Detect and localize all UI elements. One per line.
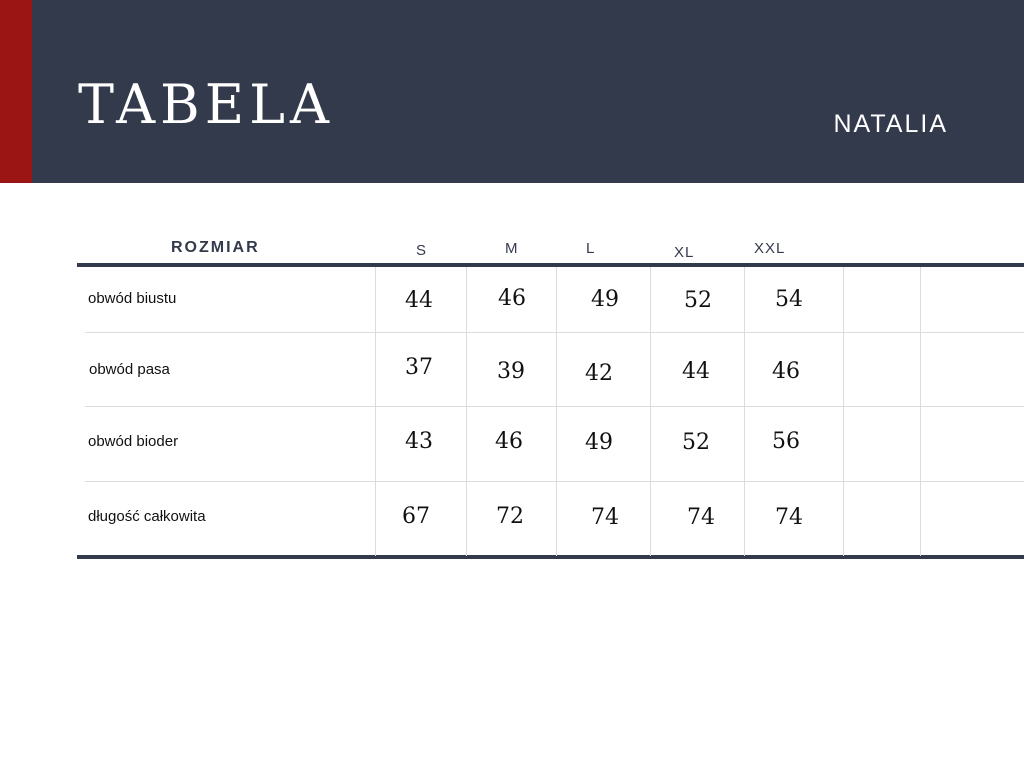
table-cell: 67 bbox=[402, 504, 430, 529]
row-label-hips: obwód bioder bbox=[88, 433, 179, 450]
size-header-xxl: XXL bbox=[754, 240, 786, 257]
table-cell: 37 bbox=[405, 355, 433, 380]
table-cell: 44 bbox=[682, 359, 710, 384]
row-divider bbox=[85, 406, 1024, 407]
table-cell: 43 bbox=[405, 429, 433, 454]
table-cell: 52 bbox=[684, 288, 712, 313]
size-header-s: S bbox=[416, 242, 428, 259]
table-cell: 56 bbox=[772, 429, 800, 454]
table-cell: 49 bbox=[585, 430, 613, 455]
page-title: TABELA bbox=[78, 73, 335, 136]
table-cell: 42 bbox=[585, 361, 613, 386]
table-cell: 54 bbox=[775, 287, 803, 312]
table-cell: 46 bbox=[772, 359, 800, 384]
accent-bar bbox=[0, 0, 32, 183]
row-label-waist: obwód pasa bbox=[89, 361, 170, 378]
column-divider bbox=[650, 267, 651, 556]
table-cell: 74 bbox=[591, 505, 619, 530]
column-divider bbox=[920, 267, 921, 556]
table-cell: 44 bbox=[405, 288, 433, 313]
size-column-header: ROZMIAR bbox=[171, 239, 260, 256]
table-cell: 74 bbox=[775, 505, 803, 530]
size-header-m: M bbox=[505, 240, 519, 257]
table-cell: 39 bbox=[497, 359, 525, 384]
row-label-total-length: długość całkowita bbox=[88, 508, 206, 525]
column-divider bbox=[375, 267, 376, 556]
size-header-l: L bbox=[586, 240, 596, 257]
table-cell: 49 bbox=[591, 287, 619, 312]
table-cell: 46 bbox=[495, 429, 523, 454]
table-top-rule bbox=[77, 263, 1024, 267]
column-divider bbox=[843, 267, 844, 556]
row-divider bbox=[85, 332, 1024, 333]
row-divider bbox=[85, 481, 1024, 482]
column-divider bbox=[466, 267, 467, 556]
table-cell: 74 bbox=[687, 505, 715, 530]
column-divider bbox=[744, 267, 745, 556]
table-cell: 46 bbox=[498, 286, 526, 311]
size-header-xl: XL bbox=[674, 244, 695, 261]
row-label-bust: obwód biustu bbox=[88, 290, 177, 307]
table-cell: 52 bbox=[682, 430, 710, 455]
column-divider bbox=[556, 267, 557, 556]
table-cell: 72 bbox=[496, 504, 524, 529]
table-bottom-rule bbox=[77, 555, 1024, 559]
brand-name: NATALIA bbox=[833, 110, 948, 138]
